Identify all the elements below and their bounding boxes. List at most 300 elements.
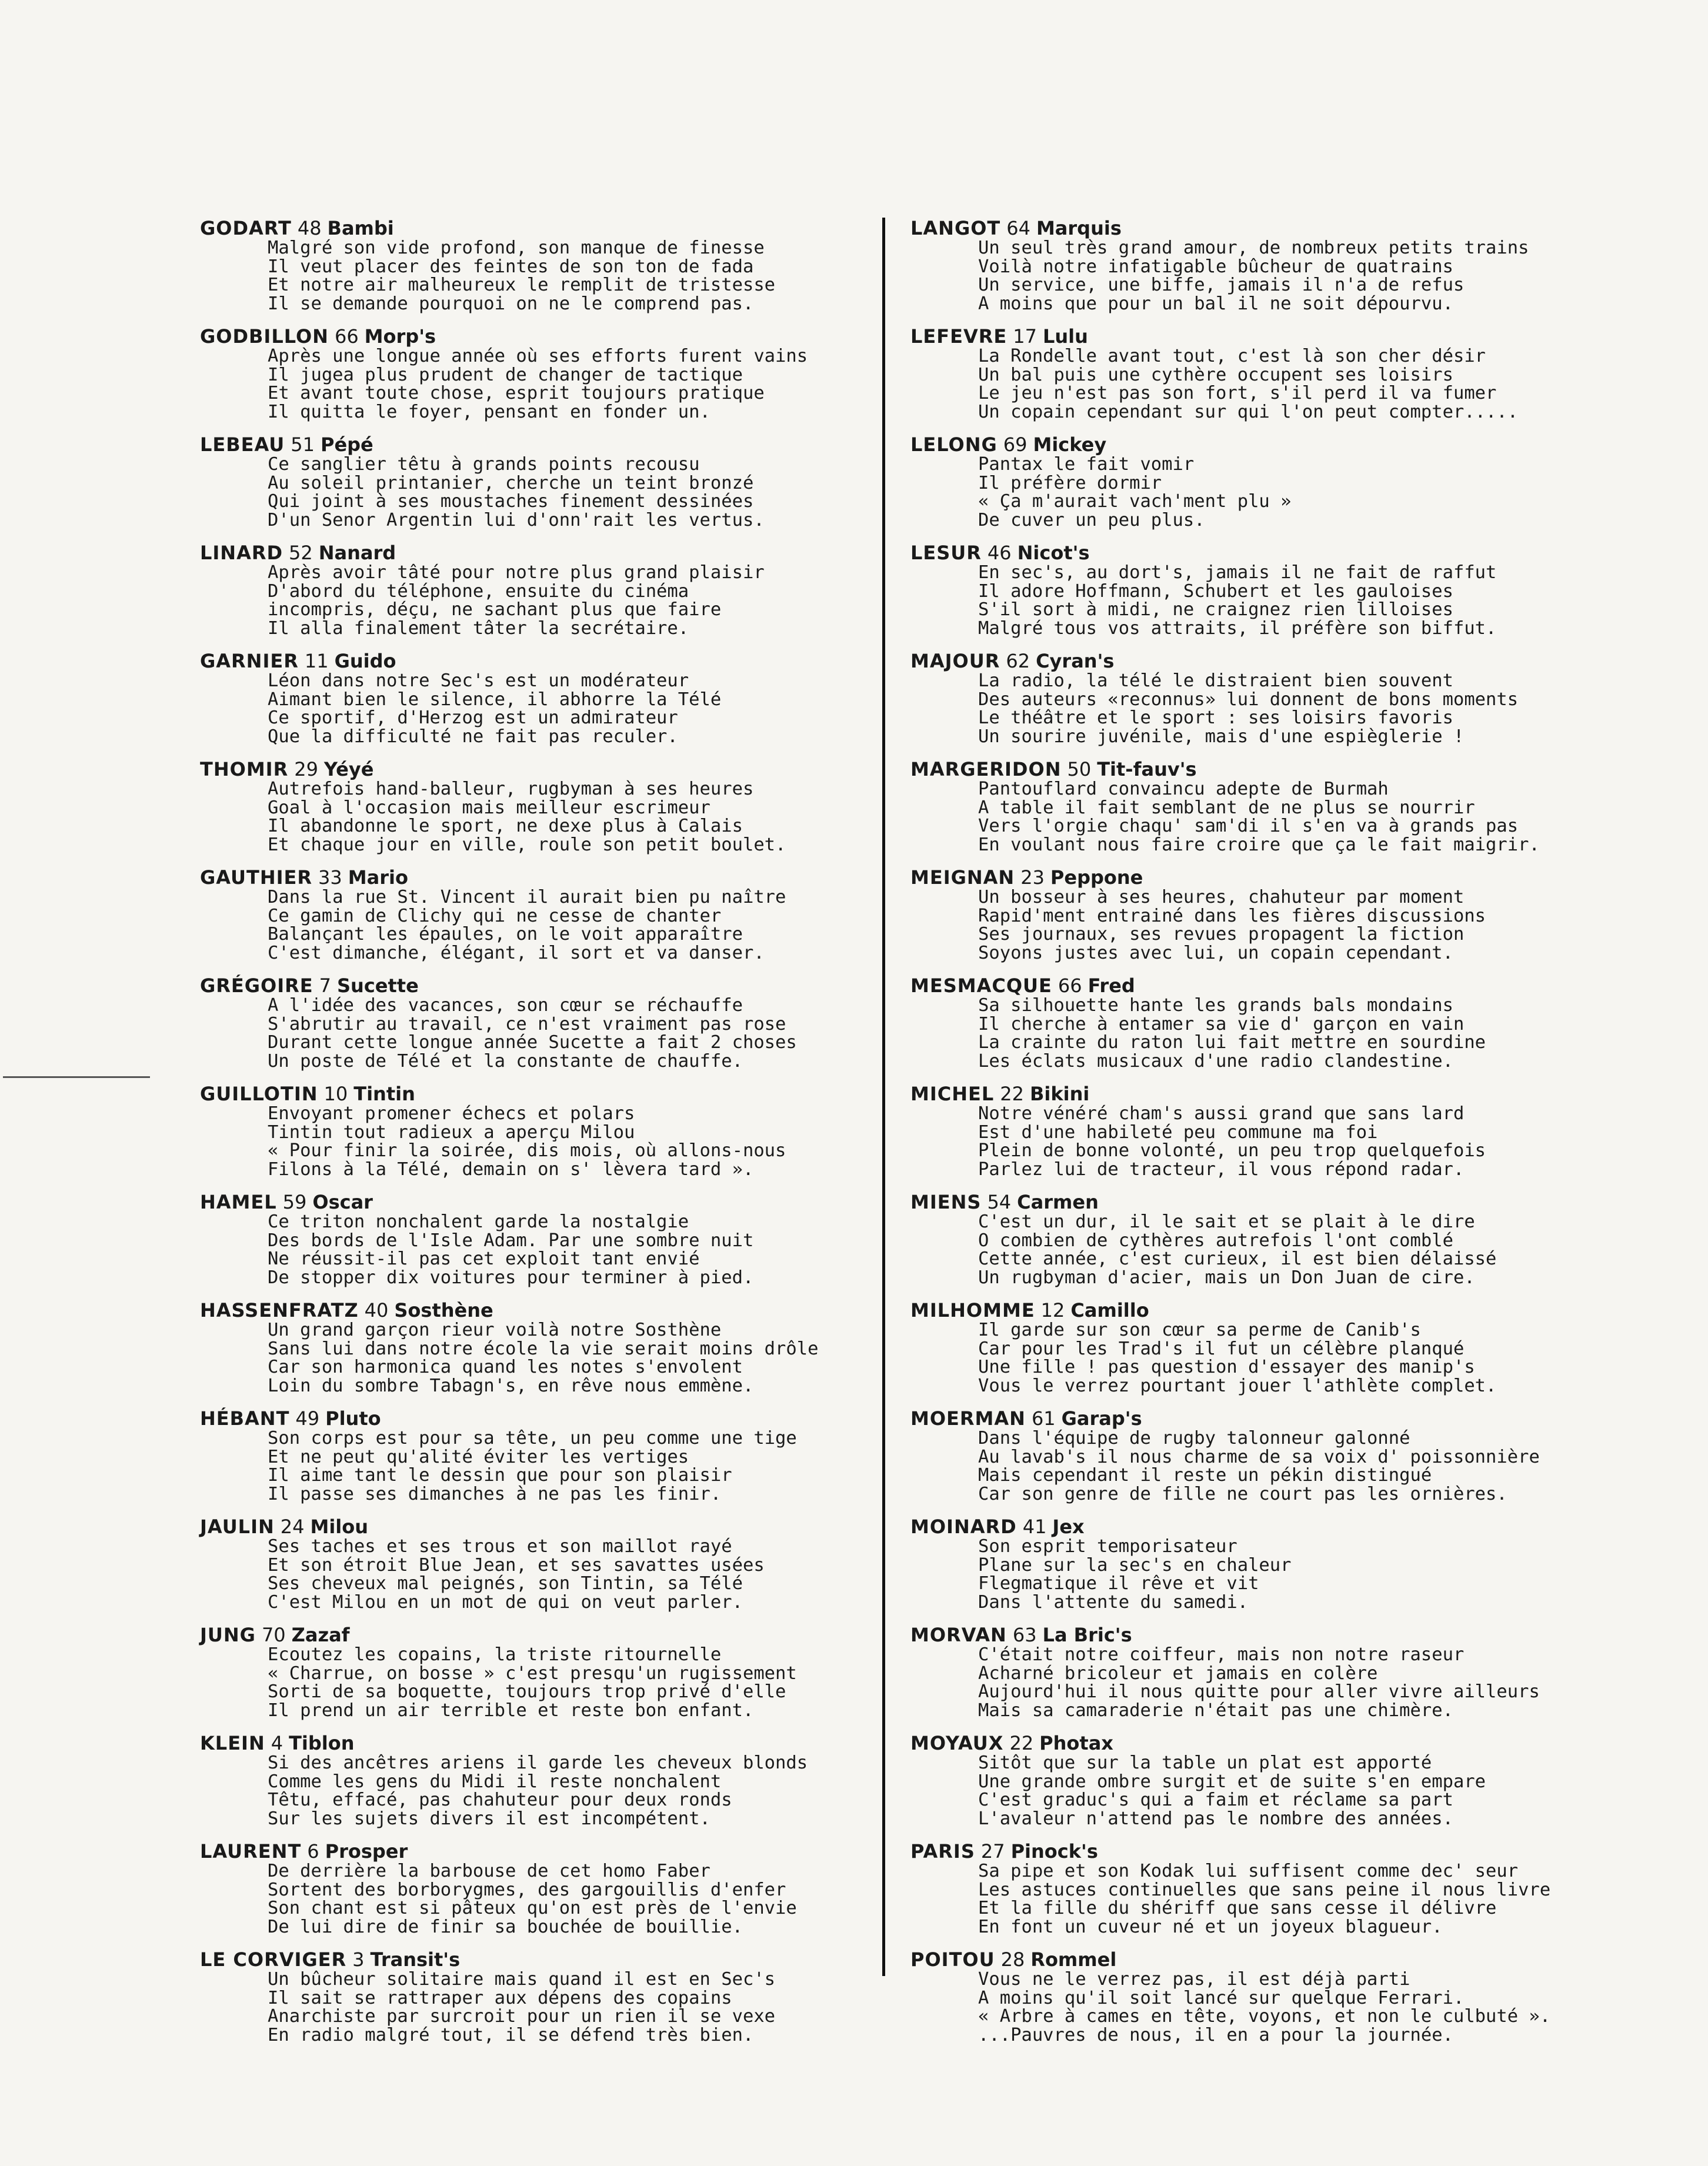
verse-line: ...Pauvres de nous, il en a pour la journée. (978, 2024, 1453, 2045)
entry-nickname: Sosthène (394, 1299, 493, 1321)
verse-line: C'est Milou en un mot de qui on veut parler. (268, 1591, 743, 1613)
verse-line: Autrefois hand-balleur, rugbyman à ses heures (268, 779, 754, 799)
entry (910, 1949, 1593, 2044)
verse-line: S'il sort à midi, ne craignez rien lilloises (978, 599, 1453, 620)
entry-name: LAURENT (200, 1840, 302, 1863)
verse-line: Malgré son vide profond, son manque de finesse (268, 238, 765, 258)
verse-line: Notre vénéré cham's aussi grand que sans lard (978, 1103, 1465, 1124)
entry-verse (910, 1862, 1593, 1936)
verse-line: Vers l'orgie chaqu' sam'di il s'en va à grands pas (978, 816, 1519, 836)
entry-name: HÉBANT (200, 1407, 290, 1430)
verse-line: Voilà notre infatigable bûcheur de quatrains (978, 256, 1453, 277)
entry (200, 1300, 882, 1395)
entry-name: GODBILLON (200, 325, 329, 348)
left-column (200, 218, 882, 2057)
entry-heading (200, 1192, 882, 1213)
verse-line: Et notre air malheureux le remplit de tristesse (268, 275, 776, 295)
entry-nickname: Oscar (312, 1191, 373, 1213)
entry-name: MOERMAN (910, 1407, 1026, 1430)
entry-number: 17 (1013, 325, 1037, 348)
entry-verse (910, 1429, 1593, 1503)
entry-heading (910, 759, 1593, 780)
verse-line: Goal à l'occasion mais meilleur escrimeur (268, 797, 710, 818)
entry-nickname: Lulu (1042, 325, 1088, 348)
entry-verse (910, 1754, 1593, 1828)
entry-name: LEFEVRE (910, 325, 1008, 348)
entry-heading (910, 1841, 1593, 1862)
verse-line: Ce gamin de Clichy qui ne cesse de chanter (268, 905, 722, 926)
verse-line: Rapid'ment entrainé dans les fières discussions (978, 905, 1486, 926)
entry-verse (200, 1970, 882, 2044)
entry-number: 22 (1000, 1083, 1024, 1105)
entry-name: LINARD (200, 542, 283, 564)
verse-line: La radio, la télé le distraient bien souvent (978, 670, 1453, 691)
entry-number: 50 (1067, 758, 1092, 780)
entry-verse (910, 1213, 1593, 1287)
entry-heading (200, 867, 882, 888)
entry (200, 1083, 882, 1179)
column-divider (882, 218, 885, 1976)
entry-name: JAULIN (200, 1516, 275, 1538)
verse-line: Parlez lui de tracteur, il vous répond radar. (978, 1159, 1465, 1180)
verse-line: Dans la rue St. Vincent il aurait bien pu naître (268, 887, 786, 907)
verse-line: Et ne peut qu'alité éviter les vertiges (268, 1446, 689, 1467)
verse-line: Mais sa camaraderie n'était pas une chimère. (978, 1700, 1453, 1721)
entry (910, 1192, 1593, 1287)
entry-verse (200, 1754, 882, 1828)
entry-heading (200, 975, 882, 996)
entry-heading (200, 1841, 882, 1862)
verse-line: Ses journaux, ses revues propagent la fiction (978, 924, 1465, 945)
verse-line: Il veut placer des feintes de son ton de fada (268, 256, 754, 277)
entry-heading (910, 1733, 1593, 1754)
entry-nickname: Guido (334, 650, 396, 672)
entry-verse (200, 1104, 882, 1179)
entry-verse (200, 347, 882, 421)
entry (200, 1733, 882, 1828)
verse-line: De stopper dix voitures pour terminer à pied. (268, 1267, 754, 1288)
entry-name: MOINARD (910, 1516, 1017, 1538)
verse-line: Il se demande pourquoi on ne le comprend pas. (268, 293, 754, 314)
entry-heading (910, 434, 1593, 455)
entry-nickname: Marquis (1036, 217, 1122, 239)
verse-line: Un sourire juvénile, mais d'une espièglerie ! (978, 726, 1465, 747)
verse-line: De lui dire de finir sa bouchée de bouillie. (268, 1916, 743, 1937)
entry-number: 7 (319, 974, 331, 997)
entry-verse (200, 563, 882, 638)
entry-number: 29 (294, 758, 318, 780)
entry-name: MESMACQUE (910, 974, 1052, 997)
verse-line: Il quitta le foyer, pensant en fonder un. (268, 401, 710, 422)
entry-nickname: Tiblon (289, 1732, 355, 1754)
entry (910, 1733, 1593, 1828)
verse-line: Un bal puis une cythère occupent ses loisirs (978, 364, 1453, 385)
entry (200, 975, 882, 1070)
entry-nickname: Rommel (1030, 1948, 1117, 1971)
verse-line: O combien de cythères autrefois l'ont comblé (978, 1230, 1453, 1251)
verse-line: D'un Senor Argentin lui d'onn'rait les vertus. (268, 509, 765, 530)
entry-number: 61 (1031, 1407, 1056, 1430)
verse-line: incompris, déçu, ne sachant plus que faire (268, 599, 722, 620)
entry-name: LANGOT (910, 217, 1001, 239)
entry-number: 70 (261, 1624, 286, 1646)
verse-line: Vous le verrez pourtant jouer l'athlète complet. (978, 1375, 1497, 1396)
verse-line: Le jeu n'est pas son fort, s'il perd il va fumer (978, 383, 1497, 403)
verse-line: Sans lui dans notre école la vie serait moins drôle (268, 1338, 819, 1359)
entry (910, 218, 1593, 313)
entry-nickname: Pépé (320, 433, 373, 456)
entry-name: GARNIER (200, 650, 299, 672)
entry-number: 22 (1009, 1732, 1034, 1754)
verse-line: Un poste de Télé et la constante de chauffe. (268, 1050, 743, 1072)
verse-line: Sur les sujets divers il est incompétent. (268, 1808, 710, 1829)
entry-nickname: Fred (1087, 974, 1135, 997)
entry-number: 41 (1022, 1516, 1047, 1538)
verse-line: Après une longue année où ses efforts furent vains (268, 346, 808, 366)
entry-heading (910, 1083, 1593, 1104)
entry-nickname: Pinock's (1010, 1840, 1098, 1863)
verse-line: A table il fait semblant de ne plus se nourrir (978, 797, 1475, 818)
verse-line: Il passe ses dimanches à ne pas les finir. (268, 1483, 722, 1504)
verse-line: Il préfère dormir (978, 472, 1162, 493)
entry (910, 1624, 1593, 1720)
verse-line: Car son harmonica quand les notes s'envolent (268, 1357, 743, 1377)
entry-heading (200, 434, 882, 455)
entry-heading (910, 1949, 1593, 1970)
entry-verse (200, 672, 882, 746)
entry-number: 66 (1058, 974, 1082, 997)
entry-number: 59 (282, 1191, 307, 1213)
entry-heading (910, 975, 1593, 996)
entry-nickname: Garap's (1061, 1407, 1142, 1430)
entry-nickname: Tintin (353, 1083, 415, 1105)
entry (200, 759, 882, 854)
entry-nickname: Prosper (325, 1840, 408, 1863)
entry-heading (910, 218, 1593, 239)
entry-nickname: Camillo (1070, 1299, 1149, 1321)
verse-line: Dans l'attente du samedi. (978, 1591, 1249, 1613)
entry (200, 1841, 882, 1936)
entry-nickname: Zazaf (291, 1624, 350, 1646)
entry-number: 24 (280, 1516, 305, 1538)
entry-name: GODART (200, 217, 292, 239)
verse-line: Acharné bricoleur et jamais en colère (978, 1663, 1378, 1684)
entry-name: MEIGNAN (910, 866, 1015, 889)
entry-number: 46 (987, 542, 1012, 564)
entry-heading (200, 1624, 882, 1646)
entry-number: 12 (1040, 1299, 1065, 1321)
verse-line: Ne réussit-il pas cet exploit tant envié (268, 1249, 700, 1269)
entry-nickname: Mickey (1033, 433, 1107, 456)
entry-heading (910, 650, 1593, 672)
verse-line: Il abandonne le sport, ne dexe plus à Calais (268, 816, 743, 836)
verse-line: En voulant nous faire croire que ça le fait maigrir. (978, 834, 1540, 855)
entry-nickname: Photax (1039, 1732, 1113, 1754)
verse-line: Un grand garçon rieur voilà notre Sosthène (268, 1320, 722, 1340)
verse-line: C'était notre coiffeur, mais non notre raseur (978, 1644, 1465, 1665)
verse-line: Sitôt que sur la table un plat est apporté (978, 1753, 1432, 1773)
verse-line: Aujourd'hui il nous quitte pour aller vivre ailleurs (978, 1681, 1540, 1702)
verse-line: Son chant est si pâteux qu'on est près de l'envie (268, 1898, 797, 1918)
entry-verse (910, 1970, 1593, 2044)
verse-line: D'abord du téléphone, ensuite du cinéma (268, 580, 689, 602)
margin-mark (3, 1076, 150, 1078)
entry (910, 1841, 1593, 1936)
entry-number: 28 (1000, 1948, 1025, 1971)
verse-line: Ce sportif, d'Herzog est un admirateur (268, 707, 678, 728)
entry-verse (910, 239, 1593, 313)
verse-line: C'est dimanche, élégant, il sort et va danser. (268, 942, 765, 963)
entry-number: 64 (1006, 217, 1030, 239)
entry-nickname: Yéyé (323, 758, 374, 780)
entry (200, 326, 882, 421)
verse-line: Aimant bien le silence, il abhorre la Télé (268, 689, 722, 710)
verse-line: Il sait se rattraper aux dépens des copains (268, 1987, 732, 2008)
entry-verse (200, 1213, 882, 1287)
verse-line: Qui joint à ses moustaches finement dessinées (268, 491, 754, 512)
entry-nickname: Nicot's (1017, 542, 1090, 564)
entry-number: 11 (304, 650, 329, 672)
entry-nickname: Morp's (364, 325, 436, 348)
verse-line: Durant cette longue année Sucette a fait 2 choses (268, 1032, 797, 1053)
entry-heading (200, 650, 882, 672)
verse-line: De cuver un peu plus. (978, 509, 1205, 530)
entry-name: LELONG (910, 433, 998, 456)
entry-nickname: Transit's (370, 1948, 461, 1971)
verse-line: Plein de bonne volonté, un peu trop quelquefois (978, 1140, 1486, 1161)
entry (200, 650, 882, 746)
verse-line: Des auteurs «reconnus» lui donnent de bons moments (978, 689, 1519, 710)
entry (910, 1300, 1593, 1395)
entry-name: MAJOUR (910, 650, 1000, 672)
verse-line: Un bosseur à ses heures, chahuteur par moment (978, 887, 1465, 907)
entry-verse (910, 780, 1593, 854)
entry-verse (200, 239, 882, 313)
verse-line: Son esprit temporisateur (978, 1536, 1237, 1557)
entry-nickname: Jex (1052, 1516, 1085, 1538)
entry-verse (910, 347, 1593, 421)
entry-number: 54 (987, 1191, 1012, 1213)
entry-verse (910, 888, 1593, 962)
entry-nickname: Cyran's (1036, 650, 1115, 672)
entry-heading (910, 542, 1593, 563)
verse-line: A l'idée des vacances, son cœur se réchauffe (268, 995, 743, 1016)
verse-line: Un copain cependant sur qui l'on peut compter..... (978, 401, 1519, 422)
entry (200, 1516, 882, 1611)
entry-name: PARIS (910, 1840, 975, 1863)
entry-name: MOYAUX (910, 1732, 1004, 1754)
entry-verse (200, 1862, 882, 1936)
verse-line: Balançant les épaules, on le voit apparaître (268, 924, 743, 945)
entry-number: 49 (295, 1407, 320, 1430)
entry (910, 1408, 1593, 1503)
entry-verse (910, 1537, 1593, 1611)
verse-line: Ce sanglier têtu à grands points recousu (268, 454, 700, 475)
entry (910, 975, 1593, 1070)
entry-number: 52 (289, 542, 313, 564)
verse-line: « Arbre à cames en tête, voyons, et non le culbuté ». (978, 2006, 1551, 2027)
entry-name: KLEIN (200, 1732, 265, 1754)
verse-line: Car pour les Trad's il fut un célèbre planqué (978, 1338, 1465, 1359)
entry-heading (910, 1516, 1593, 1537)
entry (910, 1083, 1593, 1179)
entry-verse (910, 455, 1593, 529)
verse-line: Le théâtre et le sport : ses loisirs favoris (978, 707, 1453, 728)
entry-heading (910, 326, 1593, 347)
verse-line: Et son étroit Blue Jean, et ses savattes usées (268, 1554, 765, 1576)
entry-heading (910, 1192, 1593, 1213)
entry-nickname: Bikini (1029, 1083, 1090, 1105)
verse-line: Après avoir tâté pour notre plus grand plaisir (268, 562, 765, 583)
entry-heading (200, 542, 882, 563)
entry-heading (200, 759, 882, 780)
entry-name: MORVAN (910, 1624, 1007, 1646)
entry (200, 1949, 882, 2044)
verse-line: Au lavab's il nous charme de sa voix d' poissonnière (978, 1446, 1540, 1467)
entry-verse (910, 1104, 1593, 1179)
entry (200, 1192, 882, 1287)
entry-heading (200, 1083, 882, 1104)
verse-line: Tintin tout radieux a aperçu Milou (268, 1122, 635, 1143)
verse-line: En sec's, au dort's, jamais il ne fait de raffut (978, 562, 1497, 583)
entry-number: 23 (1020, 866, 1045, 889)
verse-line: Son corps est pour sa tête, un peu comme une tige (268, 1428, 797, 1449)
verse-line: Anarchiste par surcroit pour un rien il se vexe (268, 2006, 776, 2027)
verse-line: Il jugea plus prudent de changer de tactique (268, 364, 743, 385)
entry-nickname: Peppone (1050, 866, 1143, 889)
verse-line: Ses cheveux mal peignés, son Tintin, sa Télé (268, 1573, 743, 1594)
entry-verse (910, 1646, 1593, 1720)
entry-verse (200, 1646, 882, 1720)
entry (200, 1408, 882, 1503)
entry-verse (200, 1537, 882, 1611)
entry-number: 33 (318, 866, 342, 889)
verse-line: C'est graduc's qui a faim et réclame sa part (978, 1790, 1453, 1810)
right-column (910, 218, 1593, 2057)
verse-line: Car son genre de fille ne court pas les ornières. (978, 1483, 1507, 1504)
verse-line: Et avant toute chose, esprit toujours pratique (268, 383, 765, 403)
verse-line: La crainte du raton lui fait mettre en sourdine (978, 1032, 1486, 1053)
entry-heading (200, 218, 882, 239)
verse-line: A moins que pour un bal il ne soit dépourvu. (978, 293, 1453, 314)
entry-name: MIENS (910, 1191, 982, 1213)
verse-line: Flegmatique il rêve et vit (978, 1573, 1259, 1594)
entry-nickname: Pluto (325, 1407, 381, 1430)
verse-line: Une fille ! pas question d'essayer des manip's (978, 1357, 1475, 1377)
verse-line: C'est un dur, il le sait et se plait à le dire (978, 1212, 1475, 1232)
entry-number: 51 (291, 433, 315, 456)
entry-nickname: Sucette (337, 974, 419, 997)
verse-line: Envoyant promener échecs et polars (268, 1103, 635, 1124)
entry-heading (200, 1408, 882, 1429)
verse-line: Têtu, effacé, pas chahuteur pour deux ronds (268, 1790, 732, 1810)
verse-line: A moins qu'il soit lancé sur quelque Ferrari. (978, 1987, 1465, 2008)
entry-name: GAUTHIER (200, 866, 313, 889)
verse-line: Sa pipe et son Kodak lui suffisent comme dec' seur (978, 1861, 1519, 1881)
verse-line: Les astuces continuelles que sans peine il nous livre (978, 1879, 1551, 1900)
entry-number: 4 (271, 1732, 283, 1754)
entry-number: 48 (297, 217, 322, 239)
verse-line: Plane sur la sec's en chaleur (978, 1554, 1292, 1576)
entry-name: JUNG (200, 1624, 256, 1646)
verse-line: En radio malgré tout, il se défend très bien. (268, 2024, 754, 2045)
entry-heading (910, 1408, 1593, 1429)
entry-verse (200, 996, 882, 1070)
entry-verse (910, 672, 1593, 746)
entry (200, 542, 882, 638)
verse-line: Soyons justes avec lui, un copain cependant. (978, 942, 1453, 963)
verse-line: Vous ne le verrez pas, il est déjà parti (978, 1969, 1410, 1990)
entry-heading (200, 1516, 882, 1537)
entry-number: 6 (307, 1840, 319, 1863)
entry-number: 3 (352, 1948, 365, 1971)
verse-line: Filons à la Télé, demain on s' lèvera tard ». (268, 1159, 754, 1180)
verse-line: « Ça m'aurait vach'ment plu » (978, 491, 1292, 512)
entry (910, 1516, 1593, 1611)
verse-line: Des bords de l'Isle Adam. Par une sombre nuit (268, 1230, 754, 1251)
entry-heading (200, 1949, 882, 1970)
verse-line: Loin du sombre Tabagn's, en rêve nous emmène. (268, 1375, 754, 1396)
verse-line: La Rondelle avant tout, c'est là son cher désir (978, 346, 1486, 366)
entry-nickname: Nanard (318, 542, 396, 564)
entry (910, 326, 1593, 421)
entry (200, 218, 882, 313)
entry-name: HAMEL (200, 1191, 277, 1213)
verse-line: Sortent des borborygmes, des gargouillis d'enfer (268, 1879, 786, 1900)
entry-number: 63 (1012, 1624, 1037, 1646)
verse-line: Il cherche à entamer sa vie d' garçon en vain (978, 1013, 1465, 1034)
verse-line: Un service, une biffe, jamais il n'a de refus (978, 275, 1465, 295)
verse-line: Un bûcheur solitaire mais quand il est en Sec's (268, 1969, 776, 1990)
entry-name: GUILLOTIN (200, 1083, 318, 1105)
verse-line: Au soleil printanier, cherche un teint bronzé (268, 472, 754, 493)
verse-line: Est d'une habileté peu commune ma foi (978, 1122, 1378, 1143)
verse-line: Une grande ombre surgit et de suite s'en empare (978, 1771, 1486, 1792)
entry (200, 434, 882, 529)
entry-verse (910, 563, 1593, 638)
verse-line: S'abrutir au travail, ce n'est vraiment pas rose (268, 1013, 786, 1034)
verse-line: Que la difficulté ne fait pas reculer. (268, 726, 678, 747)
entry-verse (200, 888, 882, 962)
entry (910, 542, 1593, 638)
verse-line: L'avaleur n'attend pas le nombre des années. (978, 1808, 1453, 1829)
verse-line: Si des ancêtres ariens il garde les cheveux blonds (268, 1753, 808, 1773)
entry (200, 1624, 882, 1720)
entry-nickname: Mario (348, 866, 408, 889)
verse-line: Ses taches et ses trous et son maillot rayé (268, 1536, 732, 1557)
entry-nickname: Milou (310, 1516, 369, 1538)
entry-nickname: Tit-fauv's (1097, 758, 1197, 780)
entry (200, 867, 882, 962)
verse-line: Pantax le fait vomir (978, 454, 1195, 475)
verse-line: « Charrue, on bosse » c'est presqu'un rugissement (268, 1663, 797, 1684)
entry-number: 40 (364, 1299, 389, 1321)
entry-name: HASSENFRATZ (200, 1299, 359, 1321)
verse-line: Comme les gens du Midi il reste nonchalent (268, 1771, 722, 1792)
entry-name: MILHOMME (910, 1299, 1035, 1321)
entry-verse (200, 1429, 882, 1503)
entry-verse (910, 1321, 1593, 1395)
verse-line: Il alla finalement tâter la secrétaire. (268, 618, 689, 639)
entry-heading (200, 1300, 882, 1321)
entry-name: MARGERIDON (910, 758, 1062, 780)
entry-nickname: Bambi (327, 217, 394, 239)
verse-line: Il garde sur son cœur sa perme de Canib's (978, 1320, 1421, 1340)
entry-verse (200, 1321, 882, 1395)
verse-line: « Pour finir la soirée, dis mois, où allons-nous (268, 1140, 786, 1161)
verse-line: Dans l'équipe de rugby talonneur galonné (978, 1428, 1410, 1449)
entry-verse (200, 455, 882, 529)
